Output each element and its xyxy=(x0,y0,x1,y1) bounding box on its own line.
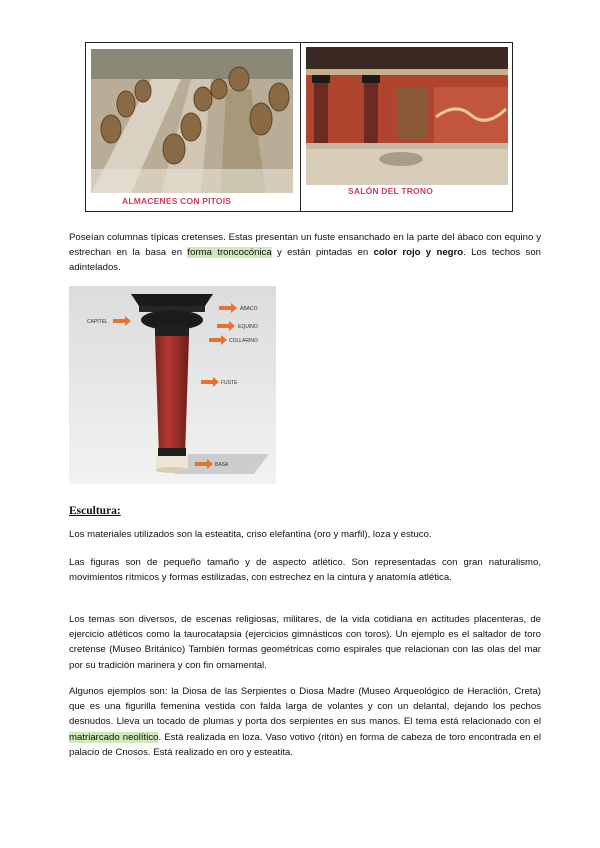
highlight-text: forma troncocónica xyxy=(187,247,272,259)
examples-paragraph xyxy=(69,684,541,760)
text-segment: Poseían columnas típicas cretenses. Estas presentan un fuste ensanchado en la parte del ábaco con equino y estrechan en la basa en xyxy=(69,232,541,259)
figures-paragraph: Las figuras son de pequeño tamaño y de aspecto atlético. Son representadas con gran naturalismo, movimientos rítmicos y formas estilizadas, con estrechez en la cintura y anatomía atlética. xyxy=(69,557,541,584)
bold-text: color rojo y negro xyxy=(373,247,464,259)
label-abaco: ÁBACO xyxy=(240,306,258,312)
text-segment: . Está realizada en loza. Vaso votivo (ritón) en forma de cabeza de toro encontrada en el palacio de Cnosos. Está realizado en oro y esteatita. xyxy=(69,731,542,758)
storage-rooms-photo xyxy=(91,49,293,193)
throne-room-photo xyxy=(306,47,508,185)
section-heading-escultura: Escultura: xyxy=(69,505,121,517)
table-divider xyxy=(300,43,301,211)
text-segment: y están pintadas en xyxy=(271,247,374,259)
minoan-column-diagram xyxy=(69,286,276,484)
columns-paragraph xyxy=(69,230,541,276)
materials-paragraph: Los materiales utilizados son la esteatita, criso elefantina (oro y marfil), loza y estuco. xyxy=(69,529,432,540)
label-basa: BASA xyxy=(215,462,229,468)
label-equino: EQUINO xyxy=(238,324,258,330)
label-capitel: CAPITEL xyxy=(87,319,108,325)
text-segment: . Los techos son adintelados. xyxy=(69,247,541,274)
text-segment: Algunos ejemplos son: la Diosa de las Serpientes o Diosa Madre (Museo Arqueológico de Heraclión, Creta) que es una figurilla femenina vestida con falda larga de volantes y con un delantal, dejando los pechos desnudos. Lleva un tocado de plumas y porta dos serpientes en sus manos. El tema está relacionado con el xyxy=(69,686,541,728)
caption-throne-room: SALÓN DEL TRONO xyxy=(348,186,434,196)
caption-storage-rooms: ALMACENES CON PITOIS xyxy=(122,196,232,206)
figure-table xyxy=(85,42,513,212)
label-collarino: COLLARINO xyxy=(229,338,258,344)
highlight-text: matriarcado neolítico xyxy=(69,731,159,743)
label-fuste: FUSTE xyxy=(221,380,238,386)
themes-paragraph: Los temas son diversos, de escenas religiosas, militares, de la vida cotidiana en actitudes placenteras, de ejercicio atléticos como la taurocatapsia (ejercicios gimnásticos con toros). Un ejemplo es el saltador de toro cretense (Museo Británico) También formas geométricas como espirales que relacionan con las olas del mar por su tradición marinera y con fin ornamental. xyxy=(69,614,541,671)
